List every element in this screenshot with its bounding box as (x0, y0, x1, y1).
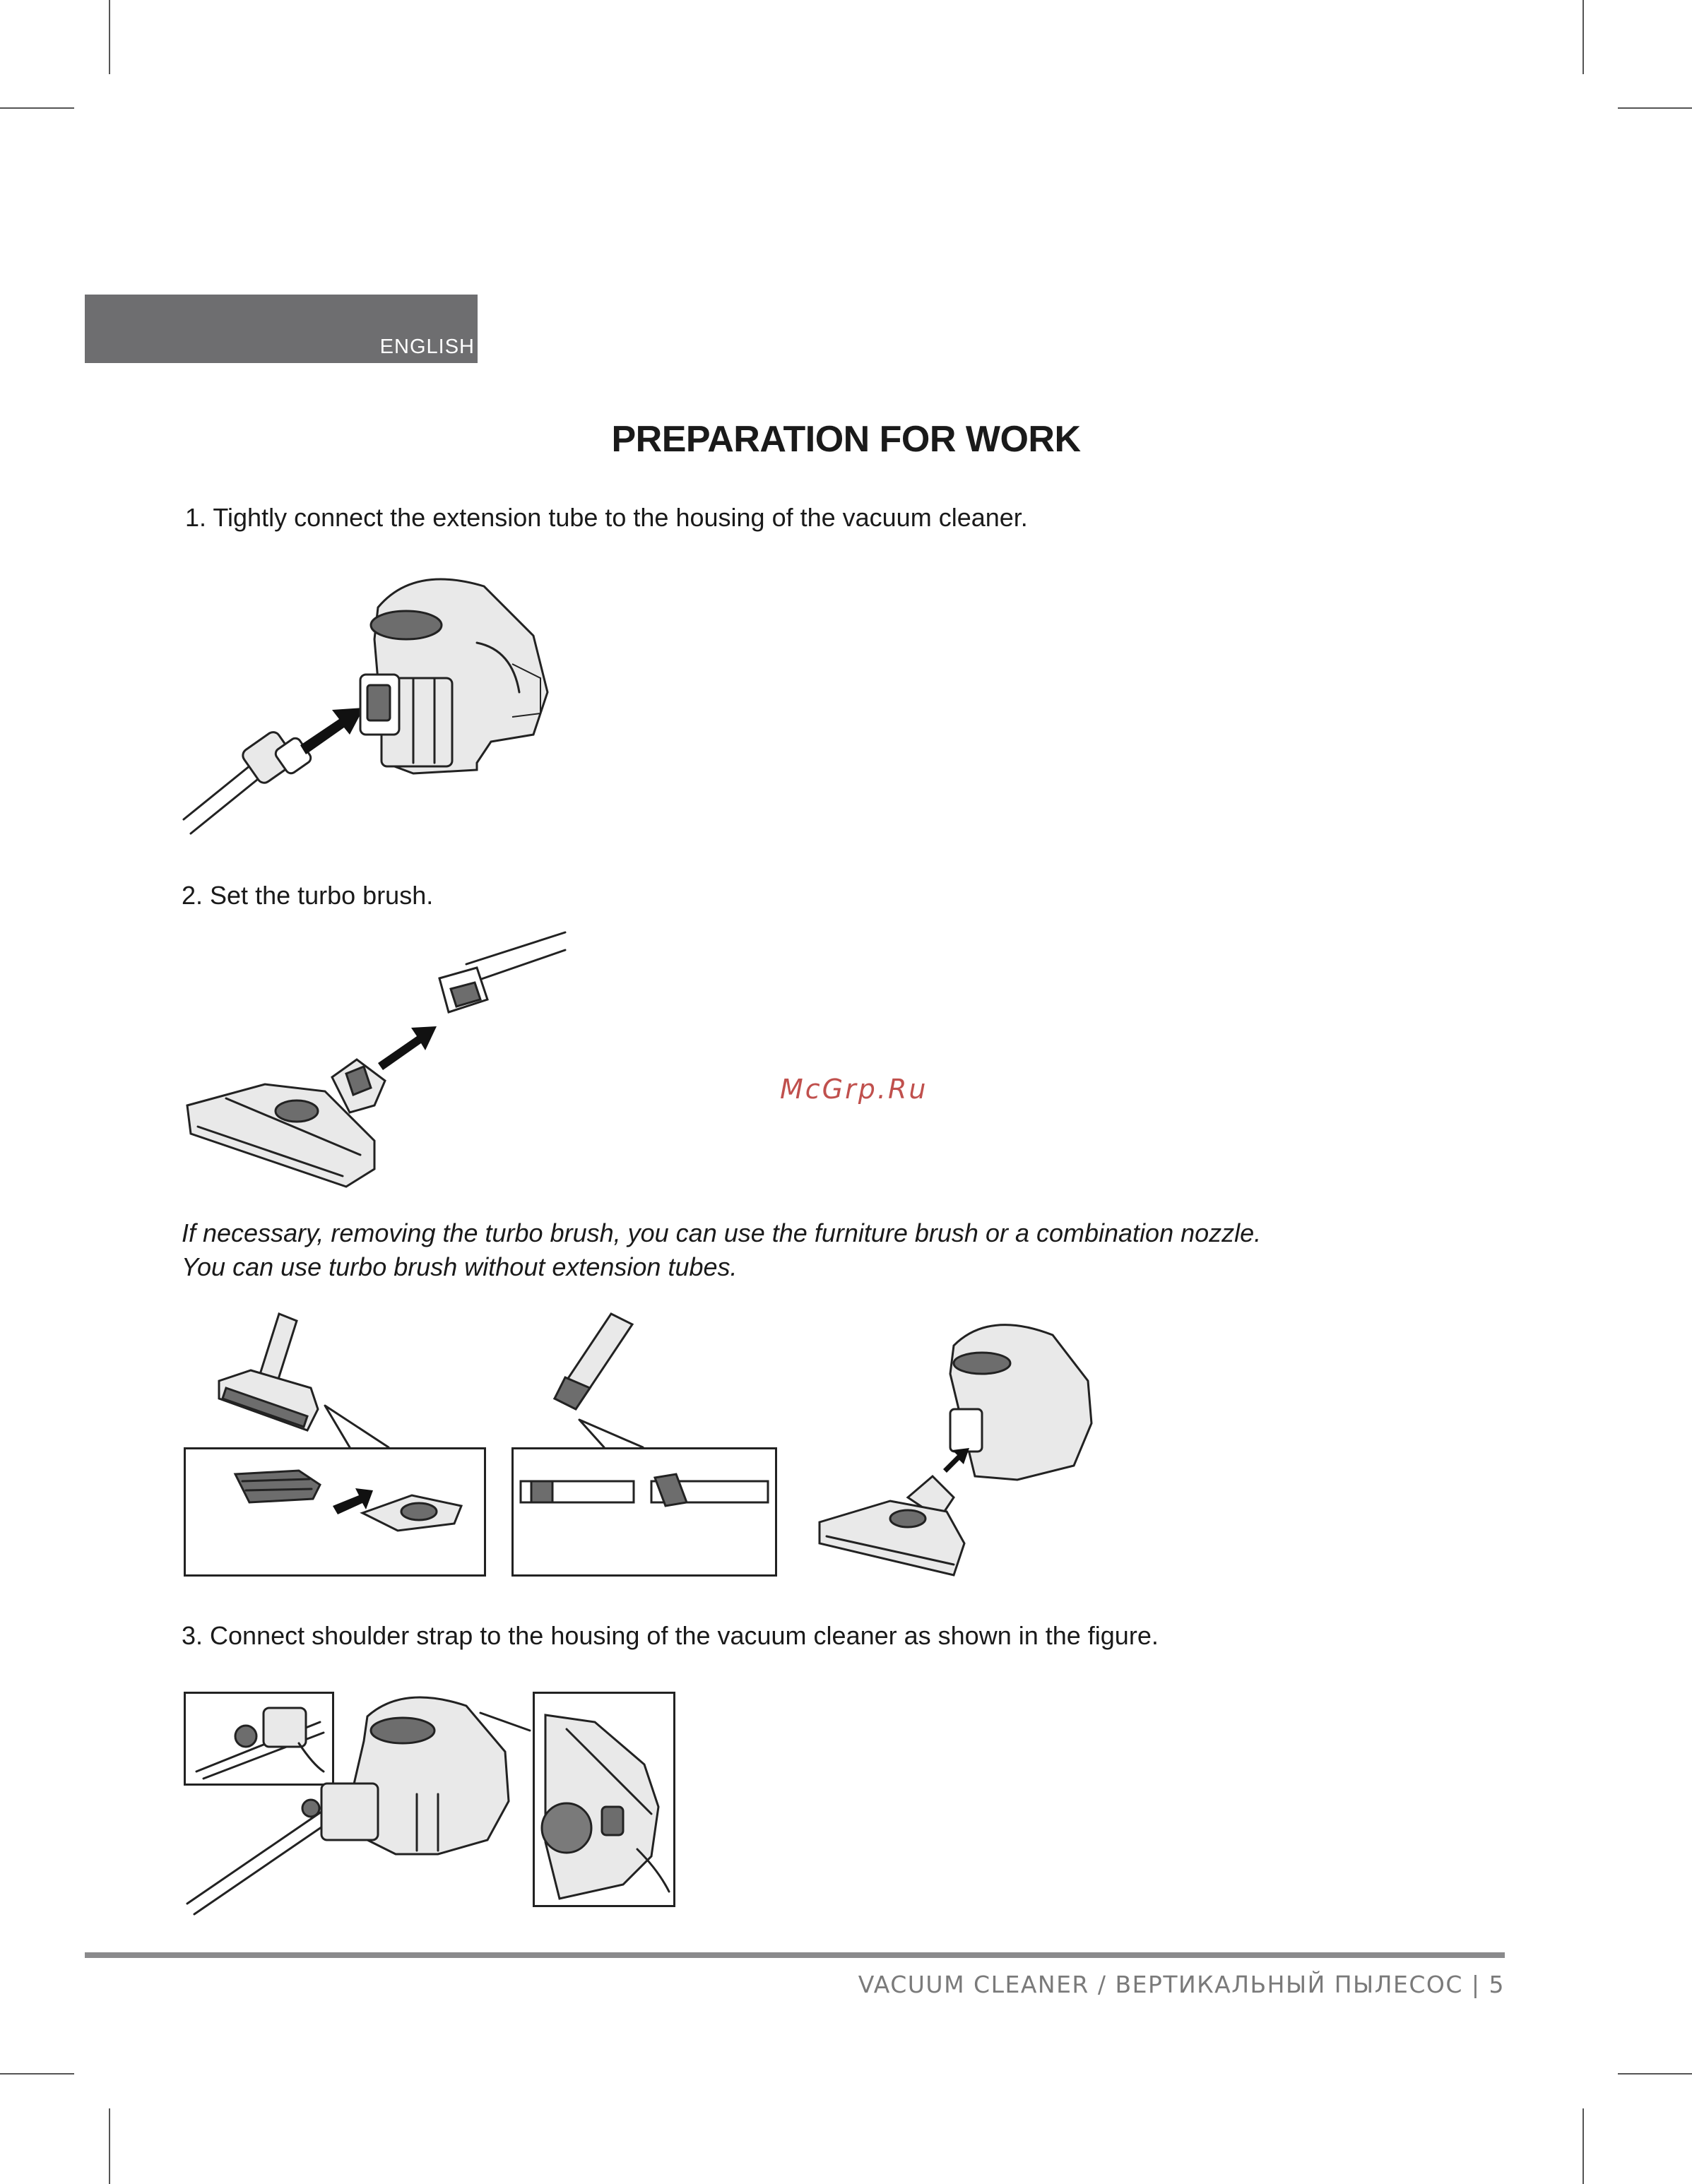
crop-mark (1582, 2108, 1584, 2184)
step-2-text: 2. Set the turbo brush. (182, 881, 434, 910)
figure-connect-tube (180, 558, 562, 841)
language-label: ENGLISH (379, 336, 475, 358)
figure-nozzle-positions (517, 1464, 771, 1534)
step-3-text: 3. Connect shoulder strap to the housing of the vacuum cleaner as shown in the figure. (182, 1621, 1159, 1650)
furniture-brush-detail-box (184, 1447, 486, 1577)
figure-turbo-brush (184, 929, 579, 1197)
footer-rule (85, 1952, 1505, 1958)
figure-furniture-brush-assembly (228, 1456, 461, 1555)
crop-mark (0, 107, 74, 109)
figure-turbo-brush-direct (812, 1317, 1102, 1586)
step-1-text: 1. Tightly connect the extension tube to the housing of the vacuum cleaner. (185, 503, 1028, 532)
crop-mark (1618, 2073, 1692, 2075)
crop-mark (0, 2073, 74, 2075)
watermark: McGrp.Ru (780, 1074, 928, 1105)
crop-mark (1582, 0, 1584, 74)
note-text (182, 1216, 1261, 1284)
strap-detail-right-box (533, 1692, 675, 1907)
figure-strap-hook-detail (538, 1701, 673, 1902)
figure-combination-nozzle (533, 1310, 639, 1416)
crop-mark (109, 0, 110, 74)
page-title: PREPARATION FOR WORK (611, 419, 1081, 460)
note-line-2: You can use turbo brush without extension tubes. (182, 1252, 738, 1281)
callout-pointer (321, 1402, 392, 1452)
crop-mark (1618, 107, 1692, 109)
combination-nozzle-detail-box (511, 1447, 777, 1577)
footer-page-label: VACUUM CLEANER / ВЕРТИКАЛЬНЫЙ ПЫЛЕСОС | 5 (858, 1971, 1505, 1998)
figure-furniture-brush (212, 1310, 332, 1437)
crop-mark (109, 2108, 110, 2184)
language-header-bar (85, 295, 478, 363)
figure-strap-main (184, 1688, 537, 1914)
note-line-1: If necessary, removing the turbo brush, you can use the furniture brush or a combination nozzle. (182, 1218, 1262, 1247)
callout-pointer (576, 1416, 646, 1452)
